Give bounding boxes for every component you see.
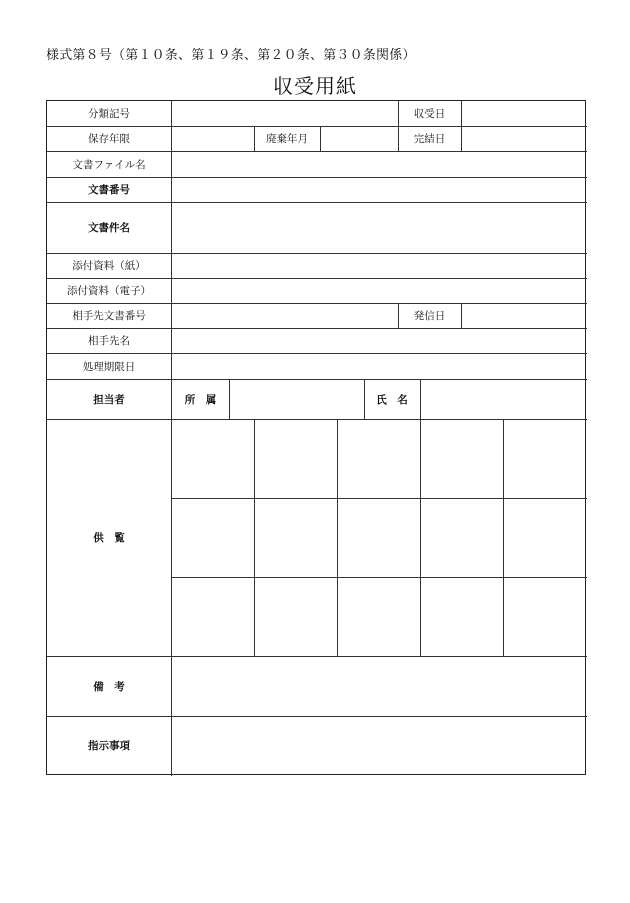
label-affiliation: 所 属 [184, 393, 217, 406]
label-sent-date: 発信日 [413, 310, 446, 322]
document-subject-field[interactable] [172, 202, 587, 253]
document-file-name-field[interactable] [172, 151, 587, 177]
label-document-file-name: 文書ファイル名 [72, 158, 146, 171]
attachments-electronic-field[interactable] [172, 278, 587, 303]
received-date-field[interactable] [462, 101, 587, 126]
classification-code-field[interactable] [172, 101, 398, 126]
label-document-number: 文書番号 [88, 184, 130, 196]
label-retention-period: 保存年限 [88, 133, 130, 145]
label-instructions: 指示事項 [88, 740, 130, 752]
circulation-stamp-grid[interactable] [172, 419, 587, 656]
counterparty-document-number-field[interactable] [172, 303, 398, 328]
retention-period-field[interactable] [172, 126, 254, 151]
attachments-paper-field[interactable] [172, 253, 587, 278]
processing-deadline-field[interactable] [172, 353, 587, 379]
receipt-form-table [46, 100, 586, 775]
label-processing-deadline: 処理期限日 [82, 360, 136, 373]
counterparty-name-field[interactable] [172, 328, 587, 353]
label-circulation: 供 覧 [93, 532, 125, 544]
label-document-subject: 文書件名 [88, 222, 130, 234]
label-attachments-electronic: 添付資料（電子） [67, 285, 151, 297]
affiliation-field[interactable] [230, 379, 364, 419]
remarks-field[interactable] [172, 656, 587, 716]
label-person-in-charge: 担当者 [93, 393, 125, 406]
sent-date-field[interactable] [462, 303, 587, 328]
label-attachments-paper: 添付資料（紙） [72, 260, 146, 272]
label-classification-code: 分類記号 [88, 108, 130, 120]
label-disposal-year-month: 廃棄年月 [266, 133, 308, 145]
label-name: 氏 名 [376, 393, 408, 406]
instructions-field[interactable] [172, 716, 587, 775]
form-number-label: 様式第８号（第１０条、第１９条、第２０条、第３０条関係） [46, 48, 416, 63]
label-counterparty-name: 相手先名 [88, 335, 130, 347]
completion-date-field[interactable] [462, 126, 587, 151]
name-field[interactable] [421, 379, 587, 419]
label-remarks: 備 考 [93, 680, 125, 693]
label-completion-date: 完結日 [413, 133, 446, 145]
label-counterparty-document-number: 相手先文書番号 [72, 310, 146, 322]
document-number-field[interactable] [172, 177, 587, 202]
disposal-year-month-field[interactable] [321, 126, 398, 151]
label-received-date: 収受日 [413, 108, 446, 120]
form-title: 収受用紙 [273, 74, 357, 98]
